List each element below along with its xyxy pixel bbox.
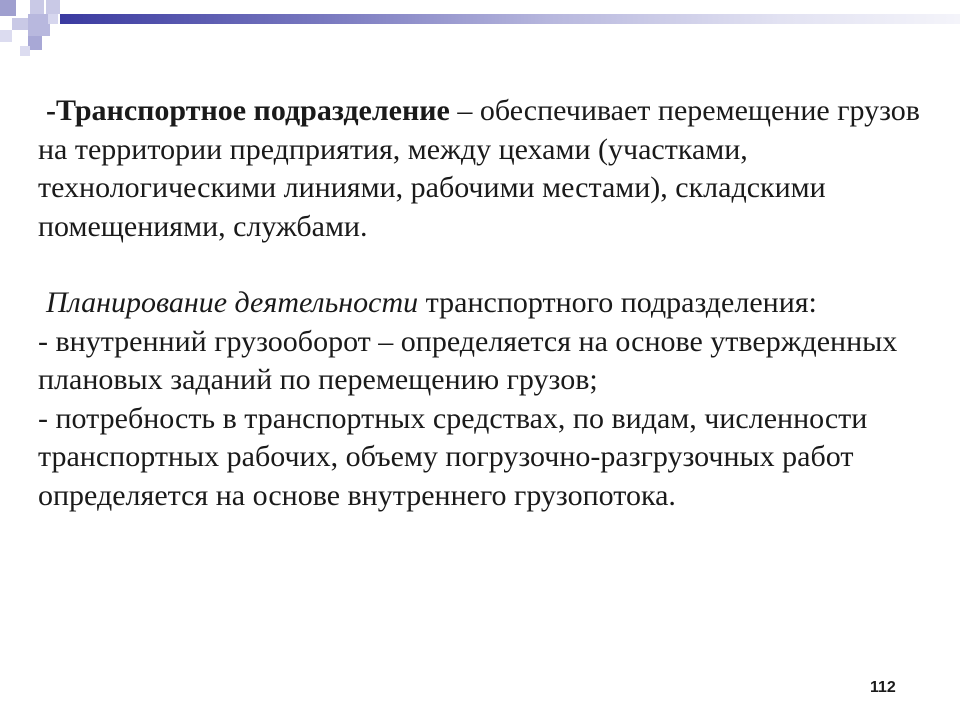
definition-paragraph <box>38 92 928 246</box>
decor-square <box>0 0 16 16</box>
decor-square <box>12 30 28 46</box>
header-gradient-bar <box>60 14 960 24</box>
decor-square <box>46 0 60 14</box>
decor-square <box>48 14 58 24</box>
planning-term-italic: Планирование деятельности <box>46 286 419 319</box>
decor-square <box>28 14 50 36</box>
decor-square <box>60 4 66 10</box>
list-item: - потребность в транспортных средствах, по видам, численности транспортных рабочих, объему погрузочно-разгрузочных работ определяется на основе внутреннего грузопотока. <box>38 401 868 512</box>
slide-body <box>38 92 928 515</box>
term-bold: -Транспортное подразделение <box>46 94 450 127</box>
page-number: 112 <box>870 679 896 696</box>
slide-corner-decoration <box>0 0 960 60</box>
definition-text: – обеспечивает перемещение грузов на территории предприятия, между цехами (участками, технологическими линиями, рабочими местами), складскими помещениями, службами. <box>38 94 920 243</box>
decor-square <box>28 36 42 50</box>
paragraph-spacer <box>38 246 928 284</box>
decor-square <box>0 30 12 42</box>
list-item: - внутренний грузооборот – определяется на основе утвержденных плановых заданий по перемещению грузов; <box>38 324 898 396</box>
planning-heading-text: транспортного подразделения: <box>418 286 817 319</box>
decor-square <box>20 46 30 56</box>
planning-heading <box>38 284 928 323</box>
decor-square <box>30 0 44 14</box>
